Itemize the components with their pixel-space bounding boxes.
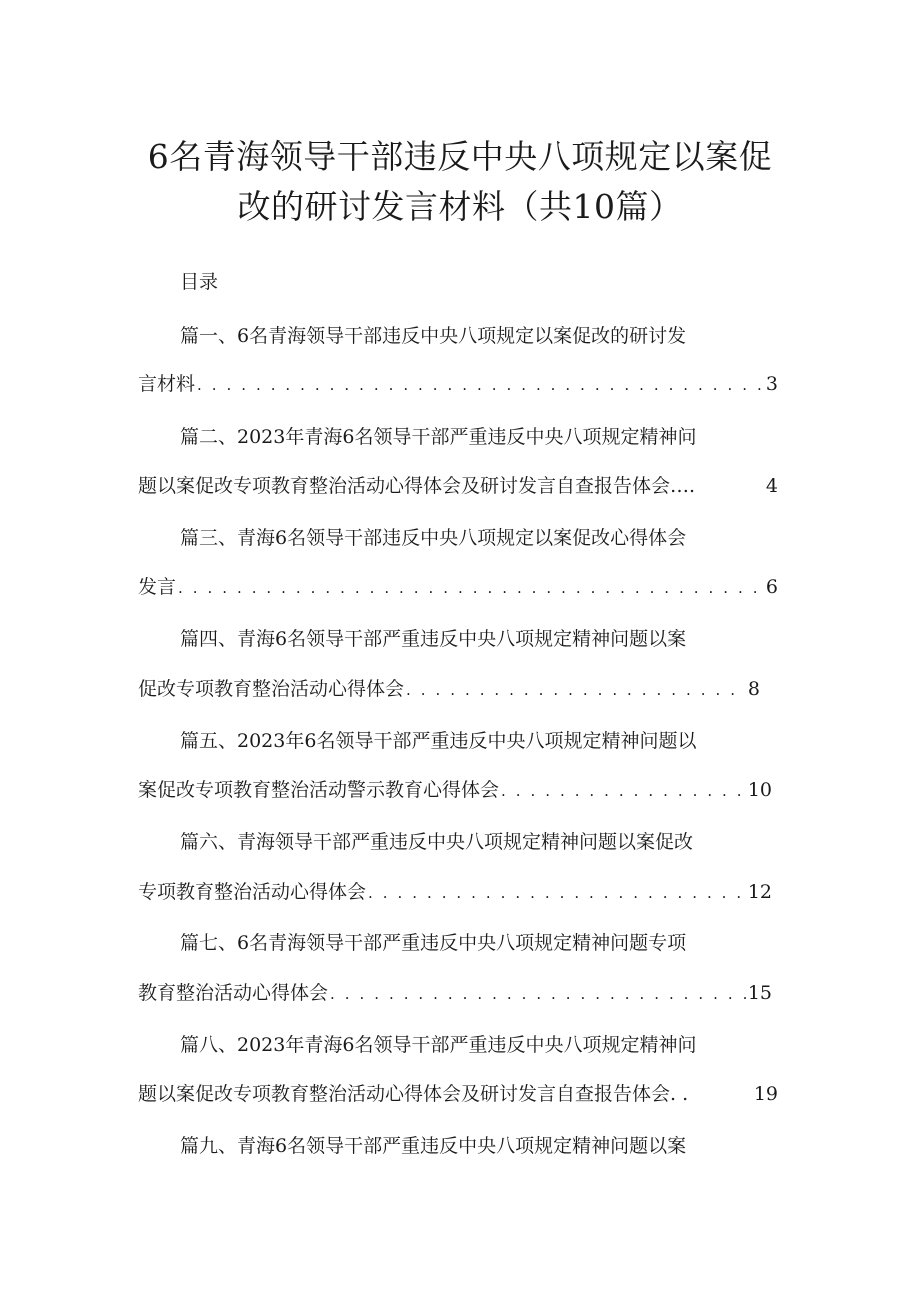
toc-heading: 目录 [180,271,219,293]
toc-entry-1-line-2 [138,370,778,399]
toc-entry-8-page: 19 [753,1083,778,1105]
toc-entry-6-line-2 [138,878,772,907]
toc-entry-8-line-2 [138,1080,778,1108]
toc-entry-5-leader [501,777,746,805]
toc-entry-4-leader [406,676,746,704]
toc-entry-1-text: 言材料 [138,373,196,395]
toc-entry-3-line-2 [138,573,778,602]
toc-entry-2-line-2 [138,472,778,500]
toc-entry-7-text: 教育整治活动心得体会 [138,982,329,1004]
toc-entry-3-page: 6 [765,576,778,598]
toc-entry-2-text: 题以案促改专项教育整治活动心得体会及研讨发言自查报告体会…. [138,475,696,497]
toc-entry-6-text: 专项教育整治活动心得体会 [138,881,367,903]
toc-entry-7-leader [330,980,746,1008]
toc-entry-5-page: 10 [747,779,772,801]
toc-entry-1-leader [197,371,764,399]
toc-entry-7-line-2 [138,979,772,1008]
toc-entry-6-page: 12 [747,881,772,903]
toc-entry-6-line-1: 篇六、青海领导干部严重违反中央八项规定精神问题以案促改 [180,831,694,853]
toc-entry-3-text: 发言 [138,576,177,598]
toc-entry-2-page: 4 [765,475,778,497]
toc-entry-9-line-1: 篇九、青海6名领导干部严重违反中央八项规定精神问题以案 [180,1135,687,1157]
document-title-line-2: 改的研讨发言材料（共10篇） [237,187,683,226]
toc-entry-5-text: 案促改专项教育整治活动警示教育心得体会 [138,779,500,801]
toc-entry-5-line-2 [138,776,772,805]
document-title-line-1: 6名青海领导干部违反中央八项规定以案促 [147,137,773,176]
toc-entry-2-line-1: 篇二、2023年青海6名领导干部严重违反中央八项规定精神问 [180,426,697,448]
toc-entry-1-page: 3 [765,373,778,395]
toc-entry-7-line-1: 篇七、6名青海领导干部严重违反中央八项规定精神问题专项 [180,932,687,954]
toc-entry-8-text: 题以案促改专项教育整治活动心得体会及研讨发言自查报告体会. . [138,1083,689,1105]
toc-entry-8-line-1: 篇八、2023年青海6名领导干部严重违反中央八项规定精神问 [180,1034,697,1056]
toc-entry-7-page: 15 [747,982,772,1004]
toc-entry-5-line-1: 篇五、2023年6名领导干部严重违反中央八项规定精神问题以 [180,730,697,752]
toc-entry-1-line-1: 篇一、6名青海领导干部违反中央八项规定以案促改的研讨发 [180,325,687,347]
toc-entry-6-leader [368,879,746,907]
toc-entry-4-text: 促改专项教育整治活动心得体会 [138,678,405,700]
toc-entry-4-line-2 [138,675,760,704]
toc-entry-4-line-1: 篇四、青海6名领导干部严重违反中央八项规定精神问题以案 [180,628,687,650]
toc-entry-3-line-1: 篇三、青海6名领导干部违反中央八项规定以案促改心得体会 [180,527,687,549]
toc-entry-4-page: 8 [747,678,760,700]
toc-entry-3-leader [178,574,764,602]
